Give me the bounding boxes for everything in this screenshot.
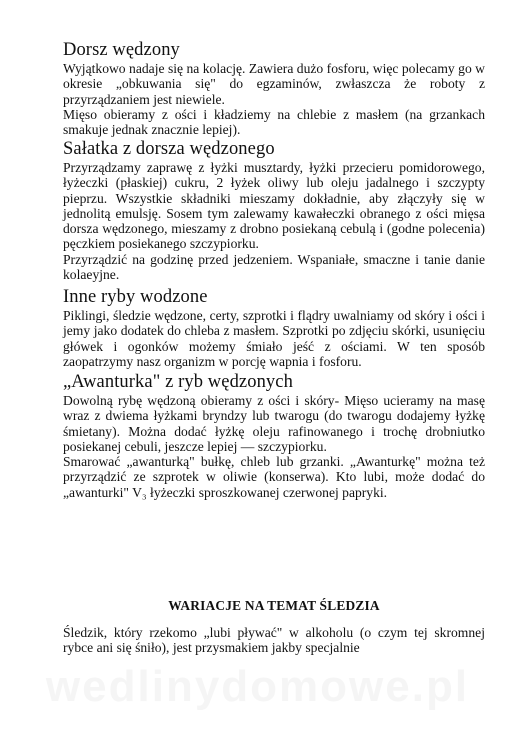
section-paragraph: Przyrządzamy zaprawę z łyżki musztardy, łyżki przecieru pomidorowego, łyżeczki (płaskiej) cukru, 2 łyżek oliwy lub oleju jadalnego i szczypty pieprzu. Wszystkie składniki mieszamy dokładnie, aby złączyły się w jednolitą emulsję. Sosem tym zalewamy kawałeczki obranego z ości mięsa dorsza wędzonego, mieszamy z drobno posiekaną cebulą i (godne polecenia) pęczkiem posiekanego szczypiorku.	[63, 160, 485, 252]
section-heading: Dorsz wędzony	[63, 40, 180, 60]
watermark: wedlinydomowe.pl	[45, 662, 470, 711]
section-paragraph: Smarować „awanturką" bułkę, chleb lub grzanki. „Awanturkę" można też przyrządzić ze szprotek w oliwie (konserwa). Kto lubi, może dodać do „awanturki" V₃ łyżeczki sproszkowanej czerwonej papryki.	[63, 454, 485, 500]
section-paragraph: Przyrządzić na godzinę przed jedzeniem. Wspaniałe, smaczne i tanie danie kolaeyjne.	[63, 251, 485, 283]
section-heading: Inne ryby wodzone	[63, 287, 208, 307]
section-salatka-z-dorsza	[63, 139, 485, 282]
chapter-title: WARIACJE NA TEMAT ŚLEDZIA	[168, 598, 380, 613]
section-paragraph: Piklingi, śledzie wędzone, certy, szprotki i flądry uwalniamy od skóry i ości i jemy jako dodatek do chleba z masłem. Szprotki po zdjęciu skórki, usunięciu główek i ogonków możemy śmiało jeść z ościami. W ten sposób zaopatrzymy nasz organizm w porcję wapnia i fosforu.	[63, 308, 485, 369]
section-dorsz-wedzony	[63, 40, 485, 137]
section-inne-ryby	[63, 287, 485, 369]
section-heading: „Awanturka" z ryb wędzonych	[63, 372, 293, 392]
section-paragraph: Dowolną rybę wędzoną obieramy z ości i skóry- Mięso ucieramy na masę wraz z dwiema łyżkami bryndzy lub twarogu (do twarogu dodajemy łyżkę śmietany). Można dodać łyżkę oleju rafinowanego i trochę drobniutko posiekanej cebuli, jeszcze lepiej — szczypiorku.	[63, 393, 485, 454]
section-awanturka	[63, 372, 485, 500]
section-paragraph: Wyjątkowo nadaje się na kolację. Zawiera dużo fosforu, więc polecamy go w okresie „obkuwania się" do egzaminów, zwłaszcza że roboty z przyrządzaniem jest niewiele.	[63, 61, 485, 107]
section-heading: Sałatka z dorsza wędzonego	[63, 139, 275, 159]
chapter-paragraph: Śledzik, który rzekomo „lubi pływać" w alkoholu (o czym tej skromnej rybce ani się śniło), jest przysmakiem jakby specjalnie	[63, 625, 485, 656]
section-chapter-intro	[63, 625, 485, 656]
section-paragraph: Mięso obieramy z ości i kładziemy na chlebie z masłem (na grzankach smakuje jednak znacznie lepiej).	[63, 106, 485, 138]
